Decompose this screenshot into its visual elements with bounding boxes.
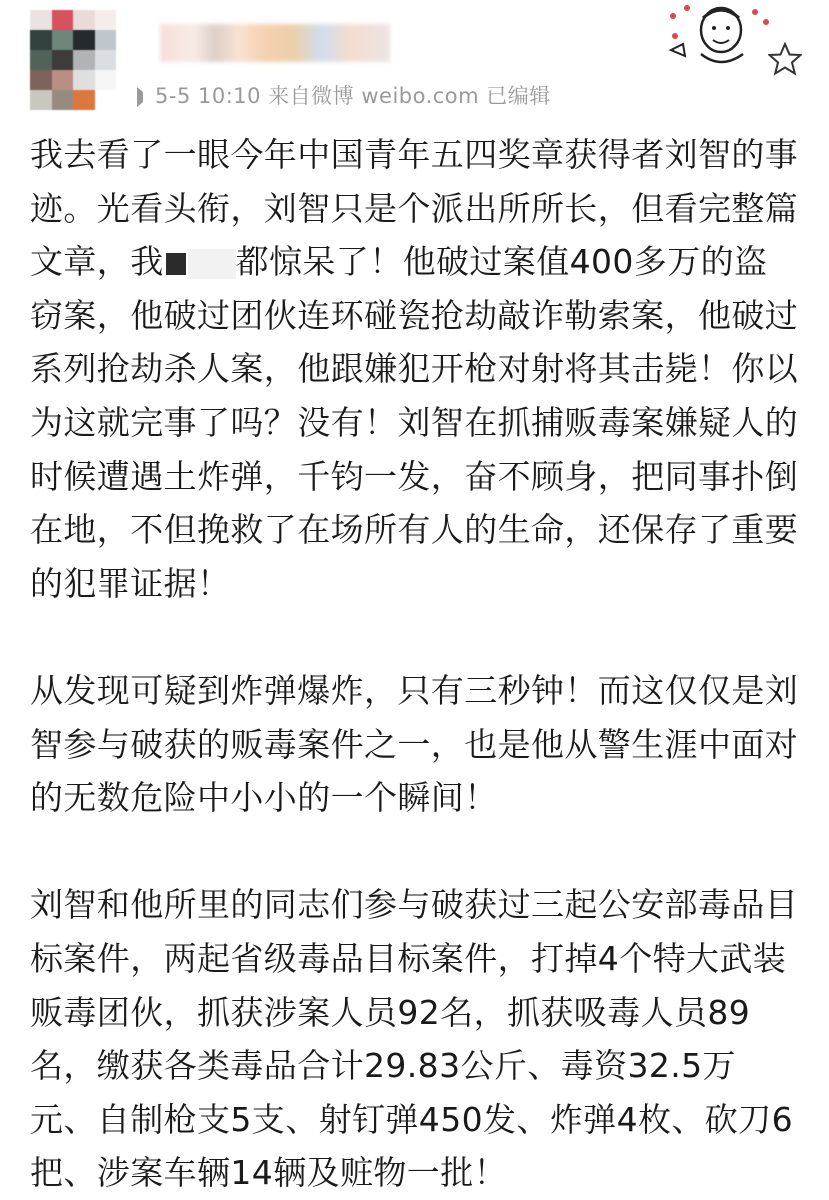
username-redacted[interactable] [160, 24, 390, 62]
paragraph-3: 刘智和他所里的同志们参与破获过三起公安部毒品目标案件，两起省级毒品目标案件，打掉4个特大武装贩毒团伙，抓获涉案人员92名，抓获吸毒人员89名，缴获各类毒品合计29.83公斤、毒资32.5万元、自制枪支5支、射钉弹450发、炸弹4枚、砍刀6把、涉案车辆14辆及赃物一批！ [30, 885, 799, 1193]
redaction-mark [166, 253, 186, 275]
paragraph-1-part-1: 我去看了一眼今年中国青年五四奖章获得者刘智的事迹。光看头衔，刘智只是个派出所所长，但看完整篇文章，我 [30, 135, 799, 282]
paragraph-1-part-2: 都惊呆了！他破过案值400多万的盗窃案，他破过团伙连环碰瓷抢劫敲诈勒索案，他破过系列抢劫杀人案，他跟嫌犯开枪对射将其击毙！你以为这就完事了吗？没有！刘智在抓捕贩毒案嫌疑人的时候遭遇土炸弹，千钧一发，奋不顾身，把同事扑倒在地，不但挽救了在场所有人的生命，还保存了重要的犯罪证据！ [30, 242, 799, 603]
paragraph-2: 从发现可疑到炸弹爆炸，只有三秒钟！而这仅仅是刘智参与破获的贩毒案件之一，也是他从警生涯中面对的无数危险中小小的一个瞬间！ [30, 670, 799, 818]
post-body [30, 128, 800, 1200]
cartoon-sticker-icon [663, 0, 773, 68]
post-meta [137, 80, 551, 110]
star-icon[interactable] [768, 42, 802, 76]
post-header [0, 0, 829, 125]
paragraph-1 [30, 128, 800, 610]
arrow-icon [137, 87, 153, 107]
post-meta-text: 5-5 10:10 来自微博 weibo.com 已编辑 [155, 84, 551, 108]
avatar[interactable] [30, 10, 116, 110]
redaction-blank [188, 249, 236, 279]
